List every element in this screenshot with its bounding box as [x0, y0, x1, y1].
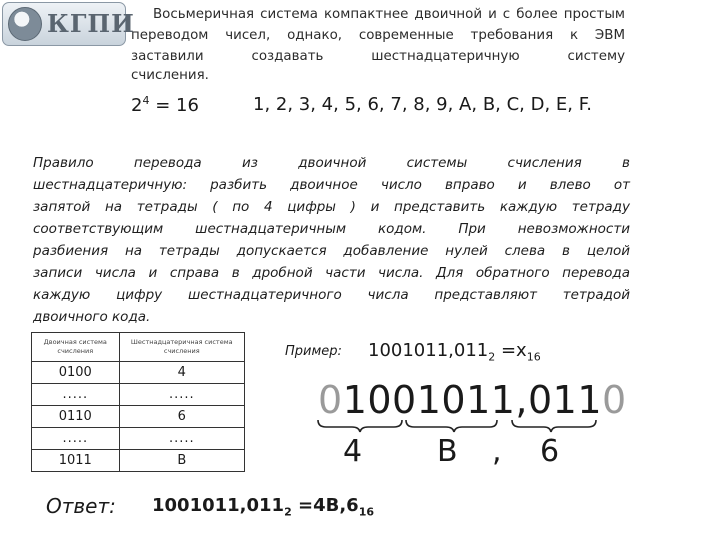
rule-line: запятой на тетрады ( по 4 цифры ) и представить каждую тетраду — [33, 199, 630, 215]
brace-group-3 — [512, 420, 596, 432]
intro-paragraph-end: счисления. — [131, 68, 209, 83]
table-row — [32, 406, 245, 428]
table-cell: ..... — [119, 384, 244, 406]
table-row — [32, 362, 245, 384]
rule-line: разбиения на тетрады допускается добавление нулей слева в целой — [33, 243, 630, 259]
example-suffix: =x — [495, 340, 527, 361]
answer-result: =4B,6 — [291, 495, 359, 516]
table-cell: 1011 — [32, 450, 120, 472]
table-cell: 4 — [119, 362, 244, 384]
table-cell: 0110 — [32, 406, 120, 428]
grouped-binary-number — [318, 378, 627, 422]
table-cell: 6 — [119, 406, 244, 428]
emblem-icon — [8, 7, 42, 41]
answer-expression — [152, 495, 374, 519]
example-number: 1001011,011 — [368, 340, 489, 361]
hex-digit: 4 — [343, 434, 363, 469]
brace-group-1 — [318, 420, 402, 432]
rule-line: каждую цифру шестнадцатеричного числа представляют тетрадой — [33, 287, 630, 303]
logo — [2, 2, 135, 46]
table-cell: B — [119, 450, 244, 472]
power-exponent: 4 — [142, 94, 150, 107]
table-cell: ..... — [32, 428, 120, 450]
answer-base: 2 — [284, 505, 292, 519]
conversion-rule — [33, 152, 630, 328]
answer-label: Ответ: — [46, 494, 116, 518]
hex-digit: 6 — [540, 434, 560, 469]
answer-target-base: 16 — [358, 505, 375, 519]
binary-body: 1001011,011 — [342, 378, 603, 422]
rule-line: шестнадцатеричную: разбить двоичное число вправо и влево от — [33, 177, 630, 193]
logo-text: КГПИ — [47, 9, 135, 38]
table-row — [32, 384, 245, 406]
intro-paragraph: Восьмеричная система компактнее двоичной и с более простым переводом чисел, однако, современные требования к ЭВМ заставили создавать шестнадцатеричную систему — [131, 7, 625, 64]
example-target-base: 16 — [526, 350, 541, 364]
hex-digit: B — [437, 434, 458, 469]
table-row — [32, 450, 245, 472]
table-header-hex: Шестнадцатеричная система счисления — [119, 333, 244, 362]
answer-number: 1001011,011 — [152, 495, 285, 516]
rule-line: Правило перевода из двоичной системы счисления в — [33, 155, 630, 171]
brace-group-2 — [406, 420, 497, 432]
rule-line: двоичного кода. — [33, 309, 151, 325]
power-result: = 16 — [155, 95, 199, 116]
rule-line: записи числа и справа в дробной части числа. Для обратного перевода — [33, 265, 630, 281]
example-expression — [368, 340, 541, 364]
table-cell: ..... — [119, 428, 244, 450]
table-cell: 0100 — [32, 362, 120, 384]
rule-line: соответствующим шестнадцатеричным кодом. При невозможности — [33, 221, 630, 237]
conversion-table — [31, 332, 245, 472]
example-base: 2 — [488, 350, 496, 364]
table-row — [32, 428, 245, 450]
table-cell: ..... — [32, 384, 120, 406]
padding-zero-right: 0 — [602, 378, 627, 422]
power-base: 2 — [131, 95, 143, 116]
hex-digit-list: 1, 2, 3, 4, 5, 6, 7, 8, 9, A, B, C, D, E, F. — [253, 94, 592, 115]
power-equation — [131, 94, 199, 116]
table-header-binary: Двоичная система счисления — [32, 333, 120, 362]
example-label: Пример: — [285, 344, 342, 359]
table-header-row — [32, 333, 245, 362]
padding-zero-left: 0 — [318, 378, 343, 422]
hex-comma: , — [492, 434, 502, 469]
